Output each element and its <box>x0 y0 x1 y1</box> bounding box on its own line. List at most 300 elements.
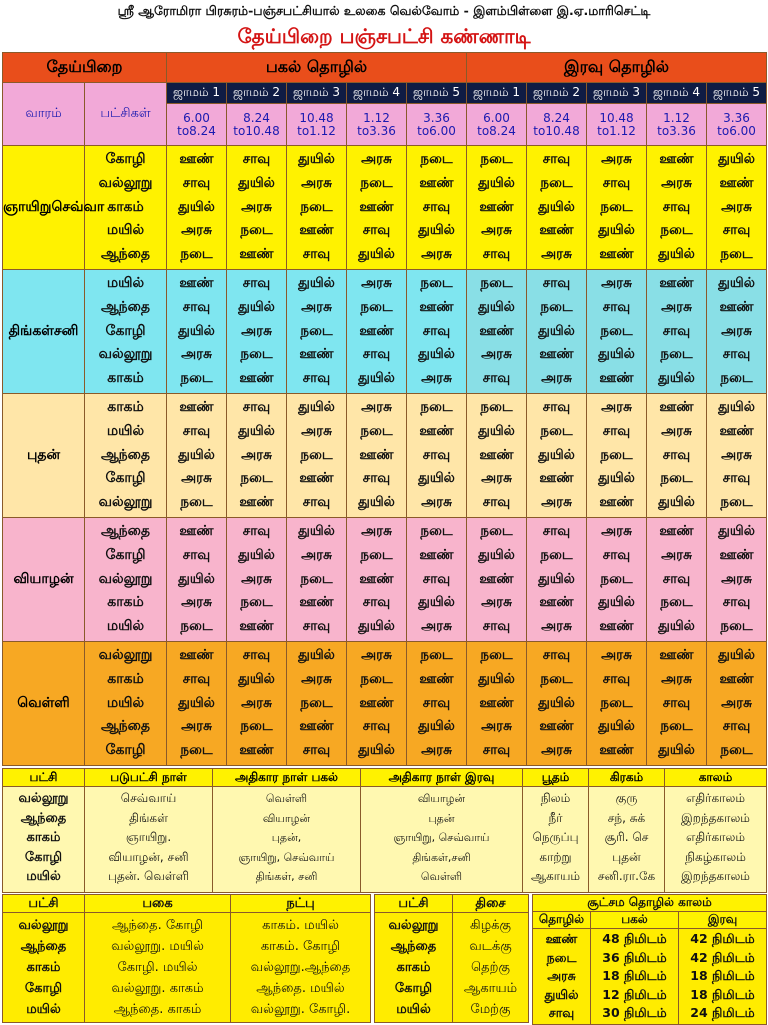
activity: சாவு <box>422 198 451 215</box>
night-heading: இரவு தொழில் <box>467 53 767 83</box>
activity: சாவு <box>722 346 751 363</box>
activity: அரசு <box>241 694 272 711</box>
subtle-column <box>679 929 767 1025</box>
activity: அரசு <box>601 523 632 540</box>
day-activity-cell <box>407 642 467 766</box>
day-activity-cell <box>287 270 347 394</box>
activity: நடை <box>720 618 753 635</box>
bird-name: கோழி <box>105 470 146 487</box>
bird-name: மயில் <box>106 422 145 439</box>
night-activity-cell <box>587 146 647 270</box>
subtle-value: 30 நிமிடம் <box>602 1005 667 1021</box>
activity: துயில் <box>238 174 275 191</box>
activity: சாவு <box>302 246 331 263</box>
day-activity-cell <box>227 394 287 518</box>
info-column <box>213 787 361 893</box>
jamam-time <box>347 104 407 146</box>
activity: அரசு <box>601 151 632 168</box>
info-value: நெருப்பு <box>532 830 579 845</box>
birds-cell <box>85 518 167 642</box>
activity: நடை <box>180 370 213 387</box>
info-value: ஞாயிறு, செவ்வாய் <box>393 831 490 845</box>
activity: நடை <box>300 446 333 463</box>
bird-name: கோழி <box>105 151 146 168</box>
weekday-cell <box>3 394 85 518</box>
subtle-header: பகல் <box>591 912 679 929</box>
activity: அரசு <box>181 346 212 363</box>
activity: துயில் <box>538 570 575 587</box>
weekday-name: சனி <box>53 322 79 339</box>
night-activity-cell <box>647 642 707 766</box>
activity: சாவு <box>482 370 511 387</box>
direction-value: தெற்கு <box>471 960 510 975</box>
activity: நடை <box>180 246 213 263</box>
activity: ஊண் <box>179 647 214 664</box>
activity: அரசு <box>301 546 332 563</box>
activity: நடை <box>720 742 753 759</box>
night-activity-cell <box>707 270 767 394</box>
activity: ஊண் <box>539 718 574 735</box>
activity: ஊண் <box>479 446 514 463</box>
activity: நடை <box>180 618 213 635</box>
relations-column <box>3 913 85 1023</box>
activity: துயில் <box>598 594 635 611</box>
birds-cell <box>85 270 167 394</box>
activity: ஊண் <box>659 647 694 664</box>
activity: ஊண் <box>479 570 514 587</box>
relation-value: மயில் <box>26 1002 61 1017</box>
info-header: காலம் <box>665 769 767 787</box>
activity: ஊண் <box>539 222 574 239</box>
subtle-value: 12 நிமிடம் <box>602 986 667 1002</box>
activity: ஊண் <box>299 346 334 363</box>
activity: அரசு <box>421 370 452 387</box>
weekday-name: வியாழன் <box>13 570 74 587</box>
activity: நடை <box>540 546 573 563</box>
activity: சாவு <box>722 594 751 611</box>
time-value: 8.24 to <box>233 110 270 138</box>
jamam-header: ஜாமம் 5 <box>407 83 467 104</box>
bird-info-table <box>2 768 767 893</box>
activity: சாவு <box>482 246 511 263</box>
day-activity-cell <box>287 146 347 270</box>
birds-cell <box>85 394 167 518</box>
activity: சாவு <box>182 298 211 315</box>
night-activity-cell <box>707 518 767 642</box>
jamam-time <box>707 104 767 146</box>
activity: ஊண் <box>359 570 394 587</box>
info-value: ஞாயிறு. <box>125 830 172 845</box>
activity: அரசு <box>301 670 332 687</box>
activity: சாவு <box>422 694 451 711</box>
jamam-time <box>467 104 527 146</box>
activity: நடை <box>600 570 633 587</box>
bird-name: கோழி <box>105 742 146 759</box>
header-line: ஸ்ரீ ஆரோமிரா பிரசுரம்-பஞ்சபட்சியால் உலகை வெல்வோம் - இளம்பிள்ளை இ.ஏ.மாரிசெட்டி <box>0 0 768 22</box>
jamam-time <box>167 104 227 146</box>
weekday-row <box>3 146 767 270</box>
activity: ஊண் <box>359 446 394 463</box>
time-value: 1.12 <box>309 123 336 138</box>
jamam-header: ஜாமம் 2 <box>227 83 287 104</box>
activity: அரசு <box>721 570 752 587</box>
activity: அரசு <box>241 198 272 215</box>
activity: நடை <box>600 322 633 339</box>
activity: துயில் <box>418 594 455 611</box>
info-value: புதன், <box>271 831 302 845</box>
info-value: வியாழன், சனி <box>108 849 189 864</box>
bird-name: மயில் <box>106 222 145 239</box>
relation-value: கோழி <box>24 981 63 996</box>
subtle-column <box>533 929 591 1025</box>
activity: அரசு <box>241 322 272 339</box>
weekday-cell <box>3 518 85 642</box>
directions-column <box>375 913 453 1023</box>
activity: நடை <box>480 151 513 168</box>
subtle-value: 36 நிமிடம் <box>602 949 667 965</box>
jamam-time <box>407 104 467 146</box>
direction-value: ஆகாயம் <box>463 981 518 996</box>
subtle-value: 48 நிமிடம் <box>602 931 667 946</box>
day-heading: பகல் தொழில் <box>167 53 467 83</box>
day-activity-cell <box>167 146 227 270</box>
activity: சாவு <box>242 275 271 292</box>
info-value: கோழி <box>24 849 63 865</box>
weekday-row <box>3 270 767 394</box>
activity: துயில் <box>238 298 275 315</box>
activity: நடை <box>300 322 333 339</box>
activity: ஊண் <box>239 246 274 263</box>
directions-column <box>453 913 529 1023</box>
weekday-name: வெள்ளி <box>17 694 70 711</box>
info-value: ஆகாயம் <box>530 869 581 884</box>
subtle-header: இரவு <box>679 912 767 929</box>
subtle-column <box>591 929 679 1025</box>
activity: அரசு <box>601 399 632 416</box>
subtle-value: 18 நிமிடம் <box>690 968 755 984</box>
weekday-cell <box>3 146 105 270</box>
activity: சாவு <box>362 594 391 611</box>
activity: நடை <box>540 670 573 687</box>
activity: நடை <box>540 174 573 191</box>
activity: துயில் <box>358 494 395 511</box>
night-activity-cell <box>467 518 527 642</box>
relation-value: கோழி. மயில் <box>117 960 198 975</box>
info-header: பட்சி <box>3 769 85 787</box>
time-value: 10.48 <box>245 123 280 138</box>
time-value: 10.48 to <box>297 110 334 138</box>
info-header: அதிகார நாள் பகல் <box>213 769 361 787</box>
relation-value: வல்லூறு. காகம் <box>111 981 204 996</box>
time-value: 1.12 to <box>357 110 390 138</box>
info-column <box>589 787 665 893</box>
activity: அரசு <box>421 742 452 759</box>
subtle-value: துயில் <box>544 986 579 1002</box>
jamam-time <box>227 104 287 146</box>
activity: சாவு <box>302 494 331 511</box>
time-value: 1.12 to <box>657 110 690 138</box>
activity: துயில் <box>718 275 755 292</box>
jamam-header: ஜாமம் 3 <box>587 83 647 104</box>
activity: ஊண் <box>299 594 334 611</box>
activity: நடை <box>480 399 513 416</box>
night-activity-cell <box>587 270 647 394</box>
activity: ஊண் <box>659 523 694 540</box>
info-value: செவ்வாய் <box>120 791 177 805</box>
info-header: அதிகார நாள் இரவு <box>361 769 523 787</box>
activity: சாவு <box>602 422 631 439</box>
activity: சாவு <box>242 523 271 540</box>
weekday-row <box>3 394 767 518</box>
activity: அரசு <box>661 298 692 315</box>
bird-name: ஆந்தை <box>100 523 151 540</box>
activity: நடை <box>600 694 633 711</box>
activity: நடை <box>360 546 393 563</box>
info-header: கிரகம் <box>589 769 665 787</box>
day-activity-cell <box>407 146 467 270</box>
night-activity-cell <box>467 394 527 518</box>
bird-name: காகம் <box>107 670 144 687</box>
activity: துயில் <box>658 370 695 387</box>
info-value: ஞாயிறு, செவ்வாய் <box>238 850 335 864</box>
activity: துயில் <box>298 151 335 168</box>
subtle-value: 42 நிமிடம் <box>690 931 755 946</box>
activity: சாவு <box>182 546 211 563</box>
activity: துயில் <box>658 246 695 263</box>
info-column <box>85 787 213 893</box>
activity: நடை <box>720 370 753 387</box>
relations-header: நட்பு <box>231 895 371 913</box>
activity: ஊண் <box>239 494 274 511</box>
relations-column <box>85 913 231 1023</box>
activity: அரசு <box>361 151 392 168</box>
activity: ஊண் <box>239 742 274 759</box>
subtle-value: 24 நிமிடம் <box>690 1005 755 1021</box>
activity: அரசு <box>481 470 512 487</box>
time-value: 3.36 to <box>417 110 450 138</box>
relation-value: காகம் <box>26 960 61 975</box>
activity: சாவு <box>182 422 211 439</box>
activity: சாவு <box>422 570 451 587</box>
jamam-time <box>527 104 587 146</box>
birds-label: பட்சிகள் <box>85 83 167 146</box>
night-activity-cell <box>527 146 587 270</box>
relation-value: ஆந்தை. மயில் <box>256 981 345 996</box>
activity: ஊண் <box>239 618 274 635</box>
activity: அரசு <box>481 346 512 363</box>
activity: அரசு <box>541 494 572 511</box>
time-value: 8.24 <box>189 123 216 138</box>
day-activity-cell <box>347 518 407 642</box>
weekday-name: ஞாயிறு <box>3 198 52 215</box>
activity: நடை <box>420 523 453 540</box>
weekday-row <box>3 642 767 766</box>
relation-value: வல்லூறு <box>18 918 69 933</box>
activity: துயில் <box>478 670 515 687</box>
activity: நடை <box>300 570 333 587</box>
activity: சாவு <box>722 470 751 487</box>
activity: சாவு <box>362 222 391 239</box>
activity: நடை <box>540 298 573 315</box>
relation-value: வல்லூறு.ஆந்தை <box>250 960 351 975</box>
night-activity-cell <box>587 518 647 642</box>
activity: துயில் <box>238 670 275 687</box>
activity: ஊண் <box>419 298 454 315</box>
activity: அரசு <box>361 399 392 416</box>
bird-name: காகம் <box>107 399 144 416</box>
activity: சாவு <box>542 275 571 292</box>
activity: அரசு <box>241 570 272 587</box>
weekday-cell <box>3 270 85 394</box>
night-activity-cell <box>707 394 767 518</box>
activity: சாவு <box>662 446 691 463</box>
activity: ஊண் <box>359 322 394 339</box>
activity: ஊண் <box>419 422 454 439</box>
relation-value: காகம். கோழி <box>260 939 341 954</box>
direction-value: மேற்கு <box>470 1002 511 1017</box>
activity: ஊண் <box>359 694 394 711</box>
day-activity-cell <box>407 270 467 394</box>
bird-name: கோழி <box>105 546 146 563</box>
time-value: 6.00 <box>429 123 456 138</box>
info-value: வெள்ளி <box>265 792 308 805</box>
activity: அரசு <box>181 470 212 487</box>
activity: அரசு <box>361 647 392 664</box>
info-column <box>3 787 85 893</box>
info-value: புதன். வெள்ளி <box>108 869 189 884</box>
activity: சாவு <box>482 742 511 759</box>
info-value: வெள்ளி <box>420 870 463 884</box>
subtle-value: சாவு <box>548 1005 575 1021</box>
activity: நடை <box>240 346 273 363</box>
day-activity-cell <box>347 394 407 518</box>
activity: சாவு <box>182 174 211 191</box>
activity: அரசு <box>661 670 692 687</box>
activity: துயில் <box>418 222 455 239</box>
activity: நடை <box>480 275 513 292</box>
activity: நடை <box>300 198 333 215</box>
activity: துயில் <box>418 346 455 363</box>
subtle-value: 18 நிமிடம் <box>690 986 755 1002</box>
activity: ஊண் <box>719 174 754 191</box>
bird-name: வல்லூறு <box>98 647 153 664</box>
activity: ஊண் <box>539 594 574 611</box>
activity: அரசு <box>421 494 452 511</box>
activity: நடை <box>240 718 273 735</box>
activity: நடை <box>480 647 513 664</box>
relation-value: வல்லூறு. கோழி. <box>250 1002 351 1017</box>
activity: அரசு <box>541 742 572 759</box>
direction-value: கோழி <box>394 981 433 996</box>
info-value: இறந்தகாலம் <box>681 810 750 825</box>
direction-value: வடக்கு <box>469 939 512 954</box>
day-activity-cell <box>227 270 287 394</box>
time-value: 6.00 <box>729 123 756 138</box>
time-value: 3.36 <box>369 123 396 138</box>
activity: துயில் <box>178 694 215 711</box>
relation-value: ஆந்தை <box>20 939 67 954</box>
activity: சாவு <box>422 322 451 339</box>
activity: நடை <box>300 694 333 711</box>
bird-name: ஆந்தை <box>100 298 151 315</box>
bird-name: மயில் <box>106 618 145 635</box>
activity: ஊண் <box>479 322 514 339</box>
day-activity-cell <box>227 146 287 270</box>
night-activity-cell <box>527 270 587 394</box>
relation-value: ஆந்தை. காகம் <box>113 1002 202 1017</box>
info-value: நீர் <box>548 810 563 825</box>
info-header: பூதம் <box>523 769 589 787</box>
activity: சாவு <box>722 222 751 239</box>
time-value: 6.00 to <box>477 110 510 138</box>
activity: துயில் <box>238 422 275 439</box>
info-column <box>361 787 523 893</box>
activity: நடை <box>600 198 633 215</box>
activity: சாவு <box>302 742 331 759</box>
activity: ஊண் <box>599 494 634 511</box>
jamam-header: ஜாமம் 5 <box>707 83 767 104</box>
weekday-cell <box>3 642 85 766</box>
activity: துயில் <box>298 399 335 416</box>
activity: நடை <box>420 151 453 168</box>
bird-name: மயில் <box>106 275 145 292</box>
activity: நடை <box>420 275 453 292</box>
activity: அரசு <box>301 298 332 315</box>
night-activity-cell <box>467 270 527 394</box>
day-activity-cell <box>347 270 407 394</box>
directions-header: பட்சி <box>375 895 453 913</box>
info-value: புதன் <box>428 811 455 825</box>
activity: துயில் <box>718 151 755 168</box>
relations-header: பகை <box>85 895 231 913</box>
info-value: இறந்தகாலம் <box>681 869 750 884</box>
weekday-name: செவ்வா <box>51 198 105 215</box>
activity: அரசு <box>361 523 392 540</box>
activity: சாவு <box>662 694 691 711</box>
info-value: திங்கள்,சனி <box>412 850 471 864</box>
day-activity-cell <box>347 146 407 270</box>
activity: துயில் <box>538 198 575 215</box>
day-activity-cell <box>167 642 227 766</box>
activity: சாவு <box>542 151 571 168</box>
activity: சாவு <box>482 618 511 635</box>
page-title: தேய்பிறை பஞ்சபட்சி கண்ணாடி <box>237 24 531 48</box>
activity: சாவு <box>242 151 271 168</box>
activity: ஊண் <box>299 222 334 239</box>
activity: நடை <box>660 594 693 611</box>
activity: துயில் <box>478 298 515 315</box>
activity: ஊண் <box>419 546 454 563</box>
activity: துயில் <box>178 570 215 587</box>
subtle-title: சூட்சம தொழில் காலம் <box>533 895 767 912</box>
night-activity-cell <box>647 270 707 394</box>
info-value: சந், சுக் <box>607 810 646 825</box>
activity: துயில் <box>178 446 215 463</box>
activity: நடை <box>660 346 693 363</box>
bird-directions-table <box>374 894 529 1023</box>
info-value: வியாழன் <box>417 792 466 805</box>
activity: நடை <box>660 470 693 487</box>
bird-name: கோழி <box>105 322 146 339</box>
relations-column <box>231 913 371 1023</box>
activity: அரசு <box>541 370 572 387</box>
bird-name: காகம் <box>107 198 144 215</box>
activity: ஊண் <box>179 275 214 292</box>
jamam-header: ஜாமம் 4 <box>347 83 407 104</box>
info-value: திங்கள், சனி <box>255 870 318 884</box>
activity: ஊண் <box>299 718 334 735</box>
activity: சாவு <box>602 546 631 563</box>
